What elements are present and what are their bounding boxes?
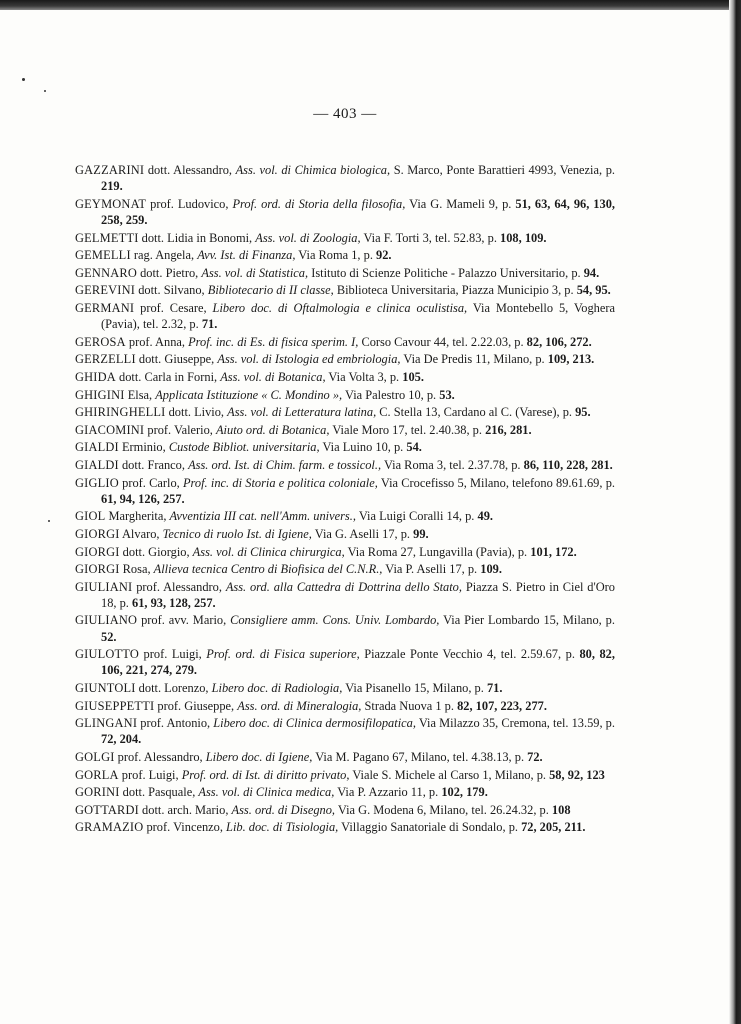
entry-surname: GIULOTTO xyxy=(75,647,140,662)
entry-surname: GIUSEPPETTI xyxy=(75,698,155,713)
entry-pages: 72, 205, 211. xyxy=(521,820,586,835)
entry-address: Via Pisanello 15, Milano, p. xyxy=(345,681,484,696)
entry-role: Avventizia III cat. nell'Amm. univers., xyxy=(169,509,356,524)
entry-surname: GENNARO xyxy=(75,265,137,280)
directory-entry xyxy=(75,767,615,783)
entry-role: Prof. ord. di Storia della filosofia, xyxy=(232,196,406,211)
entry-address: Corso Cavour 44, tel. 2.22.03, p. xyxy=(361,334,524,349)
entry-title: prof. Ludovico, xyxy=(150,196,229,211)
entry-role: Ass. ord. di Disegno, xyxy=(231,802,336,817)
entry-pages: 49. xyxy=(477,509,494,524)
entry-role: Ass. vol. di Zoologia, xyxy=(255,230,361,245)
entry-pages: 105. xyxy=(402,369,424,384)
entry-surname: GIORGI xyxy=(75,562,120,577)
entry-title: dott. Giuseppe, xyxy=(138,352,215,367)
entry-title: dott. Pasquale, xyxy=(122,785,196,800)
scan-speck xyxy=(22,78,25,81)
entry-surname: GOTTARDI xyxy=(75,802,139,817)
entry-surname: GERMANI xyxy=(75,300,135,315)
entry-address: Via Pier Lombardo 15, Milano, p. xyxy=(443,613,615,628)
entry-role: Ass. vol. di Clinica medica, xyxy=(198,785,335,800)
directory-entry xyxy=(75,526,615,542)
directory-entry xyxy=(75,334,615,350)
entry-title: dott. Giorgio, xyxy=(122,544,190,559)
entry-surname: GEYMONAT xyxy=(75,196,147,211)
entry-surname: GEMELLI xyxy=(75,248,131,263)
entry-surname: GIULIANO xyxy=(75,613,138,628)
entry-address: Via G. Aselli 17, p. xyxy=(314,526,411,541)
entry-title: prof. Carlo, xyxy=(122,475,180,490)
entry-title: dott. Alessandro, xyxy=(147,163,232,177)
entry-title: prof. Luigi, xyxy=(143,647,202,662)
entry-address: Via G. Mameli 9, p. xyxy=(409,196,512,211)
entry-pages: 72, 204. xyxy=(101,732,142,747)
entry-title: Margherita, xyxy=(108,509,167,524)
entry-pages: 99. xyxy=(413,526,429,541)
directory-entry xyxy=(75,508,615,524)
entry-pages: 92. xyxy=(376,248,392,263)
scan-speck xyxy=(44,90,46,92)
directory-entry xyxy=(75,802,615,818)
entry-title: prof. Anna, xyxy=(128,334,185,349)
entry-pages: 86, 110, 228, 281. xyxy=(523,457,613,472)
directory-entry xyxy=(75,230,615,246)
entry-pages: 71. xyxy=(486,681,503,696)
entry-surname: GIOL xyxy=(75,509,106,524)
entry-role: Prof. inc. di Es. di fisica sperim. I, xyxy=(188,334,359,349)
entry-title: Elsa, xyxy=(127,387,153,402)
entry-role: Ass. vol. di Statistica, xyxy=(201,265,309,280)
directory-entry xyxy=(75,404,615,420)
entry-surname: GLINGANI xyxy=(75,716,138,731)
entry-surname: GIORGI xyxy=(75,526,120,541)
entry-pages: 109, 213. xyxy=(547,352,595,367)
entry-address: Via P. Azzario 11, p. xyxy=(337,785,439,800)
directory-entry xyxy=(75,544,615,560)
entry-surname: GIALDI xyxy=(75,457,119,472)
entry-address: Via Volta 3, p. xyxy=(328,369,400,384)
directory-entry xyxy=(75,265,615,281)
entry-address: Villaggio Sanatoriale di Sondalo, p. xyxy=(341,820,518,835)
entry-address: Via Montebello 5, Voghera (Pavia), tel. 2.32, p. xyxy=(101,300,615,332)
entry-pages: 108 xyxy=(551,802,571,817)
entry-surname: GERZELLI xyxy=(75,352,136,367)
directory-entry xyxy=(75,300,615,332)
entry-surname: GORINI xyxy=(75,785,120,800)
scan-top-border xyxy=(0,0,741,10)
directory-entry xyxy=(75,439,615,455)
directory-entry xyxy=(75,422,615,438)
entry-title: dott. Lorenzo, xyxy=(138,681,209,696)
entry-title: dott. Silvano, xyxy=(138,283,205,298)
entry-pages: 82, 106, 272. xyxy=(526,334,592,349)
entry-role: Ass. vol. di Clinica chirurgica, xyxy=(192,544,345,559)
entry-surname: GEROSA xyxy=(75,334,126,349)
entry-surname: GELMETTI xyxy=(75,230,139,245)
entry-role: Prof. inc. di Storia e politica coloniale, xyxy=(182,475,378,490)
entry-surname: GIACOMINI xyxy=(75,422,145,437)
entry-title: prof. Luigi, xyxy=(121,767,179,782)
entry-pages: 61, 93, 128, 257. xyxy=(132,595,216,610)
entry-pages: 102, 179. xyxy=(441,785,488,800)
entry-address: Via Palestro 10, p. xyxy=(345,387,437,402)
entry-pages: 53. xyxy=(439,387,455,402)
entry-surname: GIALDI xyxy=(75,440,119,455)
entry-title: dott. Livio, xyxy=(168,405,225,420)
entry-title: dott. Franco, xyxy=(121,457,185,472)
entry-pages: 80, 82, 106, 221, 274, 279. xyxy=(101,647,615,678)
page-number: — 403 — xyxy=(313,106,377,122)
directory-entry xyxy=(75,351,615,367)
entry-address: Via Luigi Coralli 14, p. xyxy=(358,509,475,524)
entry-surname: GHIDA xyxy=(75,369,116,384)
entry-address: S. Marco, Ponte Barattieri 4993, Venezia, p. xyxy=(393,163,615,177)
entry-address: Piazzale Ponte Vecchio 4, tel. 2.59.67, p. xyxy=(364,647,575,662)
entry-role: Avv. Ist. di Finanza, xyxy=(197,248,296,263)
entry-pages: 109. xyxy=(480,562,502,577)
directory-entry xyxy=(75,784,615,800)
entry-title: prof. Alessandro, xyxy=(117,750,203,765)
entry-surname: GAZZARINI xyxy=(75,163,145,177)
entry-role: Prof. ord. di Ist. di diritto privato, xyxy=(181,767,350,782)
entry-address: Via De Predis 11, Milano, p. xyxy=(403,352,545,367)
entry-address: Via M. Pagano 67, Milano, tel. 4.38.13, p. xyxy=(315,750,525,765)
entry-role: Ass. vol. di Botanica, xyxy=(220,369,326,384)
scan-speck xyxy=(48,520,50,522)
directory-entry xyxy=(75,561,615,577)
entry-title: dott. Lidia in Bonomi, xyxy=(141,230,253,245)
directory-entry xyxy=(75,196,615,228)
entry-pages: 108, 109. xyxy=(500,230,547,245)
entry-pages: 61, 94, 126, 257. xyxy=(101,491,185,506)
entry-surname: GHIRINGHELLI xyxy=(75,405,166,420)
entry-address: Via Luino 10, p. xyxy=(322,440,404,455)
entry-role: Bibliotecario di II classe, xyxy=(207,283,334,298)
directory-entry xyxy=(75,715,615,747)
entry-role: Ass. ord. alla Cattedra di Dottrina dello Stato, xyxy=(225,579,462,594)
entry-role: Ass. vol. di Chimica biologica, xyxy=(235,163,391,177)
entry-pages: 82, 107, 223, 277. xyxy=(457,698,547,713)
entry-pages: 54, 95. xyxy=(576,283,611,298)
entry-pages: 71. xyxy=(201,317,218,332)
entry-address: Via P. Aselli 17, p. xyxy=(385,562,478,577)
entry-pages: 219. xyxy=(101,179,123,194)
entry-role: Allieva tecnica Centro di Biofisica del C.N.R., xyxy=(153,562,383,577)
entry-pages: 101, 172. xyxy=(530,544,577,559)
entry-title: prof. Valerio, xyxy=(147,422,213,437)
entry-role: Custode Bibliot. universitaria, xyxy=(168,440,320,455)
entry-pages: 52. xyxy=(101,629,117,644)
directory-entry xyxy=(75,369,615,385)
directory-entry xyxy=(75,646,615,678)
directory-entry xyxy=(75,387,615,403)
entry-pages: 94. xyxy=(583,265,600,280)
entry-role: Libero doc. di Radiologia, xyxy=(211,681,343,696)
entry-role: Consigliere amm. Cons. Univ. Lombardo, xyxy=(230,613,440,628)
entry-address: Via Milazzo 35, Cremona, tel. 13.59, p. xyxy=(418,716,615,731)
entry-address: Viale Moro 17, tel. 2.40.38, p. xyxy=(332,422,482,437)
entry-title: prof. Cesare, xyxy=(140,300,207,315)
entry-address: C. Stella 13, Cardano al C. (Varese), p. xyxy=(379,405,572,420)
directory-entry xyxy=(75,749,615,765)
entry-role: Lib. doc. di Tisiologia, xyxy=(226,820,339,835)
entry-pages: 58, 92, 123 xyxy=(549,767,605,782)
entry-title: rag. Angela, xyxy=(133,248,195,263)
entry-role: Libero doc. di Oftalmologia e clinica oculistisa, xyxy=(212,300,468,315)
entry-surname: GHIGINI xyxy=(75,387,125,402)
directory-entry xyxy=(75,475,615,507)
entry-pages: 216, 281. xyxy=(485,422,532,437)
directory-entry xyxy=(75,162,615,194)
directory-entry xyxy=(75,282,615,298)
entry-role: Prof. ord. di Fisica superiore, xyxy=(206,647,360,662)
entry-surname: GIGLIO xyxy=(75,475,119,490)
entry-address: Via G. Modena 6, Milano, tel. 26.24.32, p. xyxy=(337,802,549,817)
entry-title: dott. Pietro, xyxy=(140,265,199,280)
entry-title: dott. Carla in Forni, xyxy=(119,369,218,384)
entry-surname: GORLA xyxy=(75,767,119,782)
entry-surname: GRAMAZIO xyxy=(75,820,144,835)
entry-title: Rosa, xyxy=(122,562,151,577)
entry-surname: GEREVINI xyxy=(75,283,136,298)
entry-title: prof. Vincenzo, xyxy=(146,820,223,835)
entry-title: prof. avv. Mario, xyxy=(141,613,227,628)
entry-role: Ass. vol. di Letteratura latina, xyxy=(227,405,377,420)
entry-pages: 54. xyxy=(406,440,422,455)
entry-title: prof. Antonio, xyxy=(140,716,211,731)
entry-role: Aiuto ord. di Botanica, xyxy=(215,422,330,437)
entry-address: Strada Nuova 1 p. xyxy=(364,698,454,713)
entry-title: Erminio, xyxy=(121,440,166,455)
entry-title: prof. Giuseppe, xyxy=(157,698,235,713)
directory-entry xyxy=(75,698,615,714)
entry-address: Biblioteca Universitaria, Piazza Municipio 3, p. xyxy=(336,283,574,298)
entry-role: Ass. vol. di Istologia ed embriologia, xyxy=(217,352,401,367)
entry-title: dott. arch. Mario, xyxy=(142,802,229,817)
entry-role: Applicata Istituzione « C. Mondino », xyxy=(155,387,343,402)
entry-title: Alvaro, xyxy=(121,526,160,541)
directory-entry xyxy=(75,612,615,644)
entry-pages: 95. xyxy=(575,405,591,420)
entry-pages: 51, 63, 64, 96, 130, 258, 259. xyxy=(101,196,615,227)
entry-role: Libero doc. di Clinica dermosifilopatica, xyxy=(213,716,416,731)
directory-entry xyxy=(75,247,615,263)
entry-title: prof. Alessandro, xyxy=(136,579,222,594)
directory-entry xyxy=(75,457,615,473)
entry-address: Via Roma 27, Lungavilla (Pavia), p. xyxy=(347,544,528,559)
entry-address: Piazza S. Pietro in Ciel d'Oro 18, p. xyxy=(101,579,615,610)
entry-address: Via F. Torti 3, tel. 52.83, p. xyxy=(363,230,497,245)
entry-surname: GIORGI xyxy=(75,544,120,559)
entry-address: Istituto di Scienze Politiche - Palazzo Universitario, p. xyxy=(311,265,581,280)
directory-entry xyxy=(75,579,615,611)
entry-surname: GOLGI xyxy=(75,750,115,765)
entry-pages: 72. xyxy=(527,750,543,765)
entry-surname: GIUNTOLI xyxy=(75,681,136,696)
entry-address: Via Roma 1, p. xyxy=(298,248,373,263)
entry-address: Viale S. Michele al Carso 1, Milano, p. xyxy=(352,767,546,782)
directory-entry xyxy=(75,819,615,835)
entry-surname: GIULIANI xyxy=(75,579,133,594)
directory-list xyxy=(75,162,615,837)
entry-role: Libero doc. di Igiene, xyxy=(205,750,313,765)
entry-role: Ass. ord. Ist. di Chim. farm. e tossicol., xyxy=(188,457,382,472)
entry-address: Via Roma 3, tel. 2.37.78, p. xyxy=(383,457,521,472)
directory-entry xyxy=(75,680,615,696)
entry-role: Tecnico di ruolo Ist. di Igiene, xyxy=(162,526,312,541)
scan-right-border xyxy=(729,0,741,1024)
entry-role: Ass. ord. di Mineralogia, xyxy=(237,698,362,713)
entry-address: Via Crocefisso 5, Milano, telefono 89.61.69, p. xyxy=(380,475,616,490)
